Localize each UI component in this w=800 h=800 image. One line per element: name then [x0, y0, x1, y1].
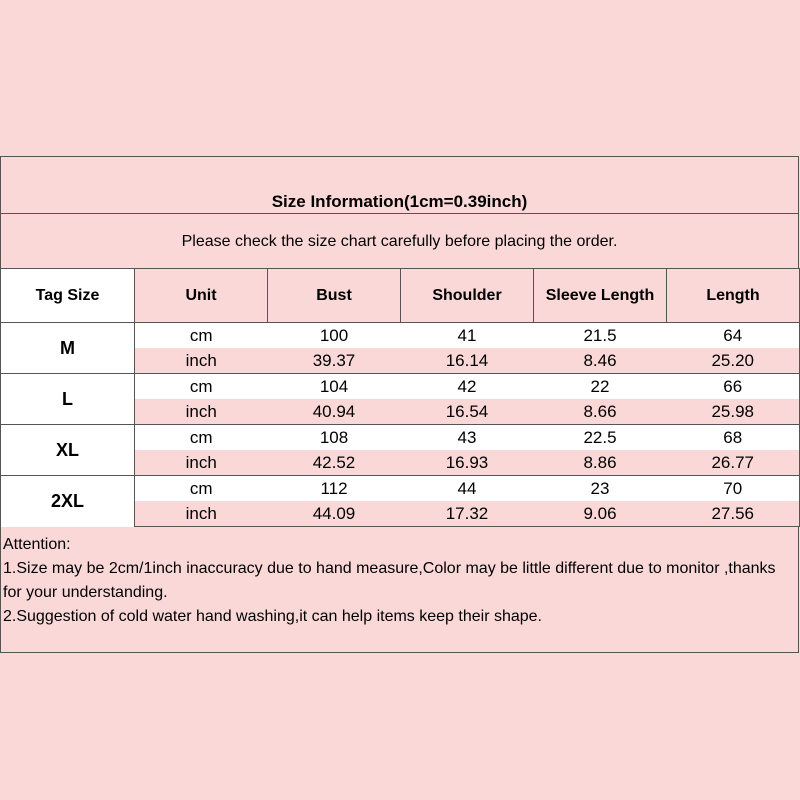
sleeve-length-cell: 8.86 [534, 450, 667, 476]
length-cell: 64 [667, 323, 800, 349]
shoulder-cell: 17.32 [401, 501, 534, 527]
length-cell: 27.56 [667, 501, 800, 527]
bust-cell: 44.09 [268, 501, 401, 527]
length-cell: 25.98 [667, 399, 800, 425]
size-table [0, 268, 800, 527]
tag-size-cell: 2XL [1, 476, 135, 527]
shoulder-cell: 42 [401, 374, 534, 400]
tag-size-cell: L [1, 374, 135, 425]
sleeve-length-cell: 22.5 [534, 425, 667, 451]
tag-size-cell: XL [1, 425, 135, 476]
bust-cell: 100 [268, 323, 401, 349]
tag-size-cell: M [1, 323, 135, 374]
header-sleeve-length: Sleeve Length [534, 269, 667, 323]
unit-cell: cm [135, 323, 268, 349]
header-bust: Bust [268, 269, 401, 323]
header-shoulder: Shoulder [401, 269, 534, 323]
shoulder-cell: 16.93 [401, 450, 534, 476]
unit-cell: cm [135, 374, 268, 400]
attention-heading: Attention: [3, 536, 71, 553]
length-cell: 66 [667, 374, 800, 400]
header-tag-size: Tag Size [1, 269, 135, 323]
length-cell: 68 [667, 425, 800, 451]
bust-cell: 104 [268, 374, 401, 400]
length-cell: 26.77 [667, 450, 800, 476]
sleeve-length-cell: 21.5 [534, 323, 667, 349]
header-length: Length [667, 269, 800, 323]
size-chart [0, 156, 799, 653]
attention-line-1: 1.Size may be 2cm/1inch inaccuracy due to hand measure,Color may be little different due to monitor ,thanks for your understanding. [3, 560, 776, 601]
sleeve-length-cell: 23 [534, 476, 667, 502]
table-row [1, 323, 800, 349]
sleeve-length-cell: 8.66 [534, 399, 667, 425]
size-chart-title: Size Information(1cm=0.39inch) [0, 156, 799, 213]
bust-cell: 108 [268, 425, 401, 451]
unit-cell: inch [135, 450, 268, 476]
length-cell: 70 [667, 476, 800, 502]
bust-cell: 39.37 [268, 348, 401, 374]
table-row [1, 425, 800, 451]
bust-cell: 112 [268, 476, 401, 502]
sleeve-length-cell: 22 [534, 374, 667, 400]
shoulder-cell: 44 [401, 476, 534, 502]
shoulder-cell: 41 [401, 323, 534, 349]
size-chart-subtitle: Please check the size chart carefully before placing the order. [0, 213, 799, 268]
table-row [1, 374, 800, 400]
unit-cell: cm [135, 476, 268, 502]
length-cell: 25.20 [667, 348, 800, 374]
header-unit: Unit [135, 269, 268, 323]
bust-cell: 40.94 [268, 399, 401, 425]
unit-cell: inch [135, 348, 268, 374]
shoulder-cell: 16.14 [401, 348, 534, 374]
shoulder-cell: 43 [401, 425, 534, 451]
table-header-row [1, 269, 800, 323]
unit-cell: cm [135, 425, 268, 451]
sleeve-length-cell: 9.06 [534, 501, 667, 527]
attention-line-2: 2.Suggestion of cold water hand washing,it can help items keep their shape. [3, 608, 542, 625]
attention-notes [0, 527, 799, 653]
sleeve-length-cell: 8.46 [534, 348, 667, 374]
unit-cell: inch [135, 399, 268, 425]
shoulder-cell: 16.54 [401, 399, 534, 425]
bust-cell: 42.52 [268, 450, 401, 476]
unit-cell: inch [135, 501, 268, 527]
table-row [1, 476, 800, 502]
